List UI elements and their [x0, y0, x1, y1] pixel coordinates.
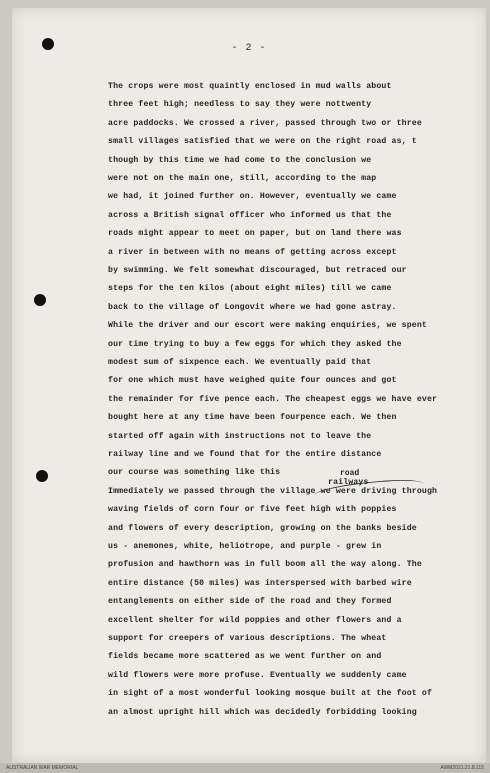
text-line: in sight of a most wonderful looking mosque built at the foot of	[108, 689, 433, 699]
footer-credit: AUSTRALIAN WAR MEMORIAL	[6, 765, 79, 771]
text-line: were not on the main one, still, according to the map	[108, 174, 377, 183]
text-line: small villages satisfied that we were on the right road as, t	[108, 137, 417, 147]
text-line: acre paddocks. We crossed a river, passed through two or three	[108, 118, 422, 128]
footer-reference: AWM2021.21.8.115	[440, 765, 484, 771]
text-line: steps for the ten kilos (about eight miles) till we came	[108, 284, 392, 294]
text-line: a river in between with no means of getting across except	[108, 247, 397, 257]
text-line: we had, it joined further on. However, eventually we came	[108, 192, 397, 202]
text-line: bought here at any time have been fourpence each. We then	[108, 413, 397, 423]
text-line: wild flowers were more profuse. Eventually we suddenly came	[108, 670, 407, 680]
text-line: entanglements on either side of the road and they formed	[108, 597, 392, 607]
page-number: - 2 -	[231, 43, 267, 54]
text-line: our time trying to buy a few eggs for which they asked the	[108, 339, 402, 349]
text-line: roads might appear to meet on paper, but on land there was	[108, 229, 402, 239]
text-line: While the driver and our escort were making enquiries, we spent	[108, 321, 427, 331]
text-line: waving fields of corn four or five feet high with poppies	[108, 505, 397, 515]
text-line: across a British signal officer who informed us that the	[108, 210, 392, 220]
text-line: us - anemones, white, heliotrope, and purple - grew in	[108, 542, 382, 551]
text-line: the remainder for five pence each. The cheapest eggs we have ever	[108, 394, 438, 404]
text-line: started off again with instructions not to leave the	[108, 431, 372, 441]
text-line: Immediately we passed through the village we were driving through	[108, 486, 438, 496]
text-line: support for creepers of various descriptions. The wheat	[108, 634, 387, 643]
punch-hole	[34, 294, 46, 306]
text-line: back to the village of Longovit where we had gone astray.	[108, 302, 397, 312]
text-line: and flowers of every description, growing on the banks beside	[108, 523, 417, 533]
text-line: fields became more scattered as we went further on and	[108, 652, 382, 662]
text-line: our course was something like this	[108, 468, 281, 478]
document-page	[12, 8, 486, 763]
handwritten-insert: road	[340, 469, 360, 478]
archive-footer	[0, 763, 490, 773]
text-line: railway line and we found that for the entire distance	[108, 450, 382, 459]
text-line: for one which must have weighed quite four ounces and got	[108, 376, 397, 386]
text-line: an almost upright hill which was decidedly forbidding looking	[108, 707, 417, 717]
crossed-out-word: railways	[328, 478, 369, 487]
punch-hole	[36, 470, 48, 482]
text-line: entire distance (50 miles) was interspersed with barbed wire	[108, 578, 412, 588]
text-line: three feet high; needless to say they were nottwenty	[108, 100, 372, 110]
text-line: though by this time we had come to the conclusion we	[108, 155, 372, 165]
text-line: modest sum of sixpence each. We eventually paid that	[108, 358, 372, 367]
text-line: The crops were most quaintly enclosed in mud walls about	[108, 82, 392, 91]
text-line: by swimming. We felt somewhat discouraged, but retraced our	[108, 266, 407, 275]
text-line: excellent shelter for wild poppies and other flowers and a	[108, 615, 402, 625]
text-line: profusion and hawthorn was in full boom all the way along. The	[108, 560, 422, 570]
